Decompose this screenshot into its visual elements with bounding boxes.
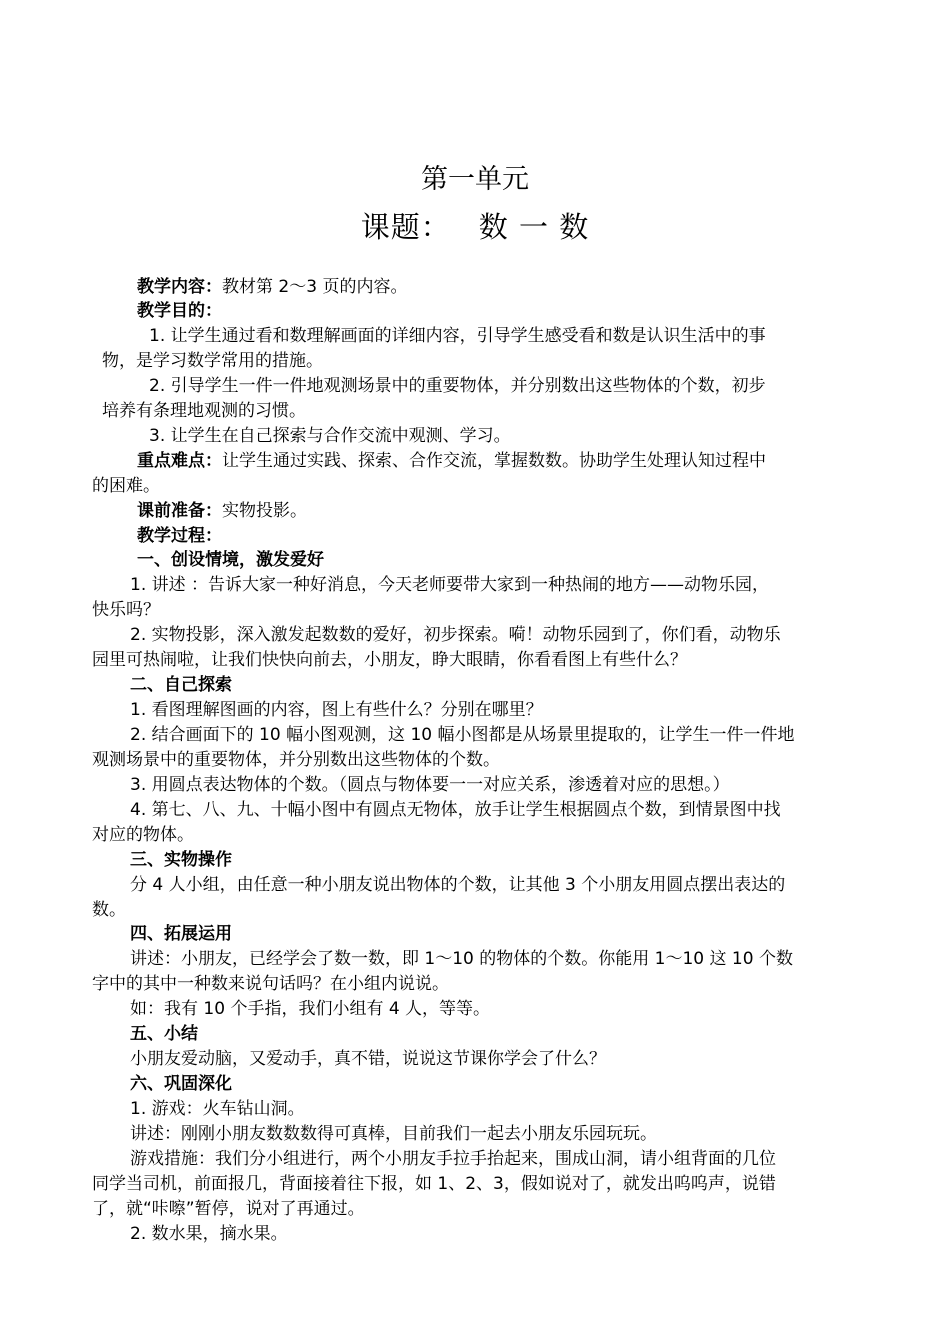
s6-p3-line-1: 游戏措施：我们分小组进行，两个小朋友手拉手抬起来，围成山洞，请小组背面的几位: [130, 1149, 776, 1169]
teaching-content: [137, 275, 407, 300]
s4-p1-line-2: 字中的其中一种数来说句话吗？在小组内说说。: [92, 974, 449, 994]
section-3-heading: 三、实物操作: [130, 850, 232, 870]
s3-p1-line-1: 分 4 人小组，由任意一种小朋友说出物体的个数，让其他 3 个小朋友用圆点摆出表达的: [130, 875, 786, 895]
section-1-heading: 一、创设情境，激发爱好: [137, 550, 324, 570]
s6-p1: 1. 游戏：火车钻山洞。: [130, 1099, 305, 1119]
s1-p1-line-1: 1. 讲述 ：告诉大家一种好消息，今天老师要带大家到一种热闹的地方——动物乐园，: [130, 575, 770, 595]
s2-p4-line-1: 4. 第七、八、九、十幅小图中有圆点无物体，放手让学生根据圆点个数，到情景图中找: [130, 800, 781, 820]
key-points-label: 重点难点：: [137, 451, 222, 471]
s4-p1-line-1: 讲述：小朋友，已经学会了数一数，即 1～10 的物体的个数。你能用 1～10 这 10 个数: [130, 949, 793, 969]
lesson-title: [0, 205, 950, 246]
section-5-heading: 五、小结: [130, 1024, 198, 1044]
s1-p2-line-1: 2. 实物投影，深入激发起数数的爱好，初步探索。嗬！动物乐园到了，你们看，动物乐: [130, 625, 781, 645]
teaching-content-label: 教学内容：: [137, 277, 222, 297]
unit-title: 第一单元: [421, 164, 529, 195]
s2-p4-line-2: 对应的物体。: [92, 825, 194, 845]
section-6-heading: 六、巩固深化: [130, 1074, 232, 1094]
lesson-title-label: 课题：: [360, 210, 451, 244]
lesson-title-text: 数 一 数: [478, 210, 590, 244]
preparation-text: 实物投影。: [222, 501, 307, 521]
goal-2-line-1: 2. 引导学生一件一件地观测场景中的重要物体，并分别数出这些物体的个数，初步: [149, 376, 766, 396]
process-label: 教学过程：: [137, 526, 222, 546]
s3-p1-line-2: 数。: [92, 900, 126, 920]
s1-p2-line-2: 园里可热闹啦，让我们快快向前去，小朋友，睁大眼睛，你看看图上有些什么？: [92, 650, 687, 670]
s2-p2-line-2: 观测场景中的重要物体，并分别数出这些物体的个数。: [92, 750, 500, 770]
s6-p4: 2. 数水果，摘水果。: [130, 1224, 288, 1244]
s2-p3: 3. 用圆点表达物体的个数。（圆点与物体要一一对应关系，渗透着对应的思想。）: [130, 775, 730, 795]
preparation: [137, 499, 307, 524]
section-2-heading: 二、自己探索: [130, 675, 232, 695]
s6-p2: 讲述：刚刚小朋友数数数得可真棒，目前我们一起去小朋友乐园玩玩。: [130, 1124, 657, 1144]
goal-1-line-1: 1. 让学生通过看和数理解画面的详细内容，引导学生感受看和数是认识生活中的事: [149, 326, 766, 346]
s5-p1: 小朋友爱动脑，又爱动手，真不错，说说这节课你学会了什么？: [130, 1049, 606, 1069]
teaching-goals-label: 教学目的：: [137, 301, 222, 321]
key-points-text: 让学生通过实践、探索、合作交流，掌握数数。协助学生处理认知过程中: [222, 451, 766, 471]
s6-p3-line-3: 了，就“咔嚓”暂停，说对了再通过。: [92, 1199, 365, 1219]
preparation-label: 课前准备：: [137, 501, 222, 521]
goal-2-line-2: 培养有条理地观测的习惯。: [102, 401, 306, 421]
section-4-heading: 四、拓展运用: [130, 924, 232, 944]
key-points-line-2: 的困难。: [92, 476, 160, 496]
goal-3: 3. 让学生在自己探索与合作交流中观测、学习。: [149, 426, 511, 446]
s6-p3-line-2: 同学当司机，前面报几，背面接着往下报，如 1、2、3，假如说对了，就发出呜呜声，说错: [92, 1174, 776, 1194]
s1-p1-line-2: 快乐吗？: [92, 600, 160, 620]
s2-p1: 1. 看图理解图画的内容，图上有些什么？分别在哪里？: [130, 700, 543, 720]
goal-1-line-2: 物，是学习数学常用的措施。: [102, 351, 323, 371]
s2-p2-line-1: 2. 结合画面下的 10 幅小图观测，这 10 幅小图都是从场景里提取的，让学生一件一件地: [130, 725, 795, 745]
key-points: [137, 449, 766, 474]
s4-p2: 如：我有 10 个手指，我们小组有 4 人，等等。: [130, 999, 491, 1019]
teaching-content-text: 教材第 2～3 页的内容。: [222, 277, 408, 297]
